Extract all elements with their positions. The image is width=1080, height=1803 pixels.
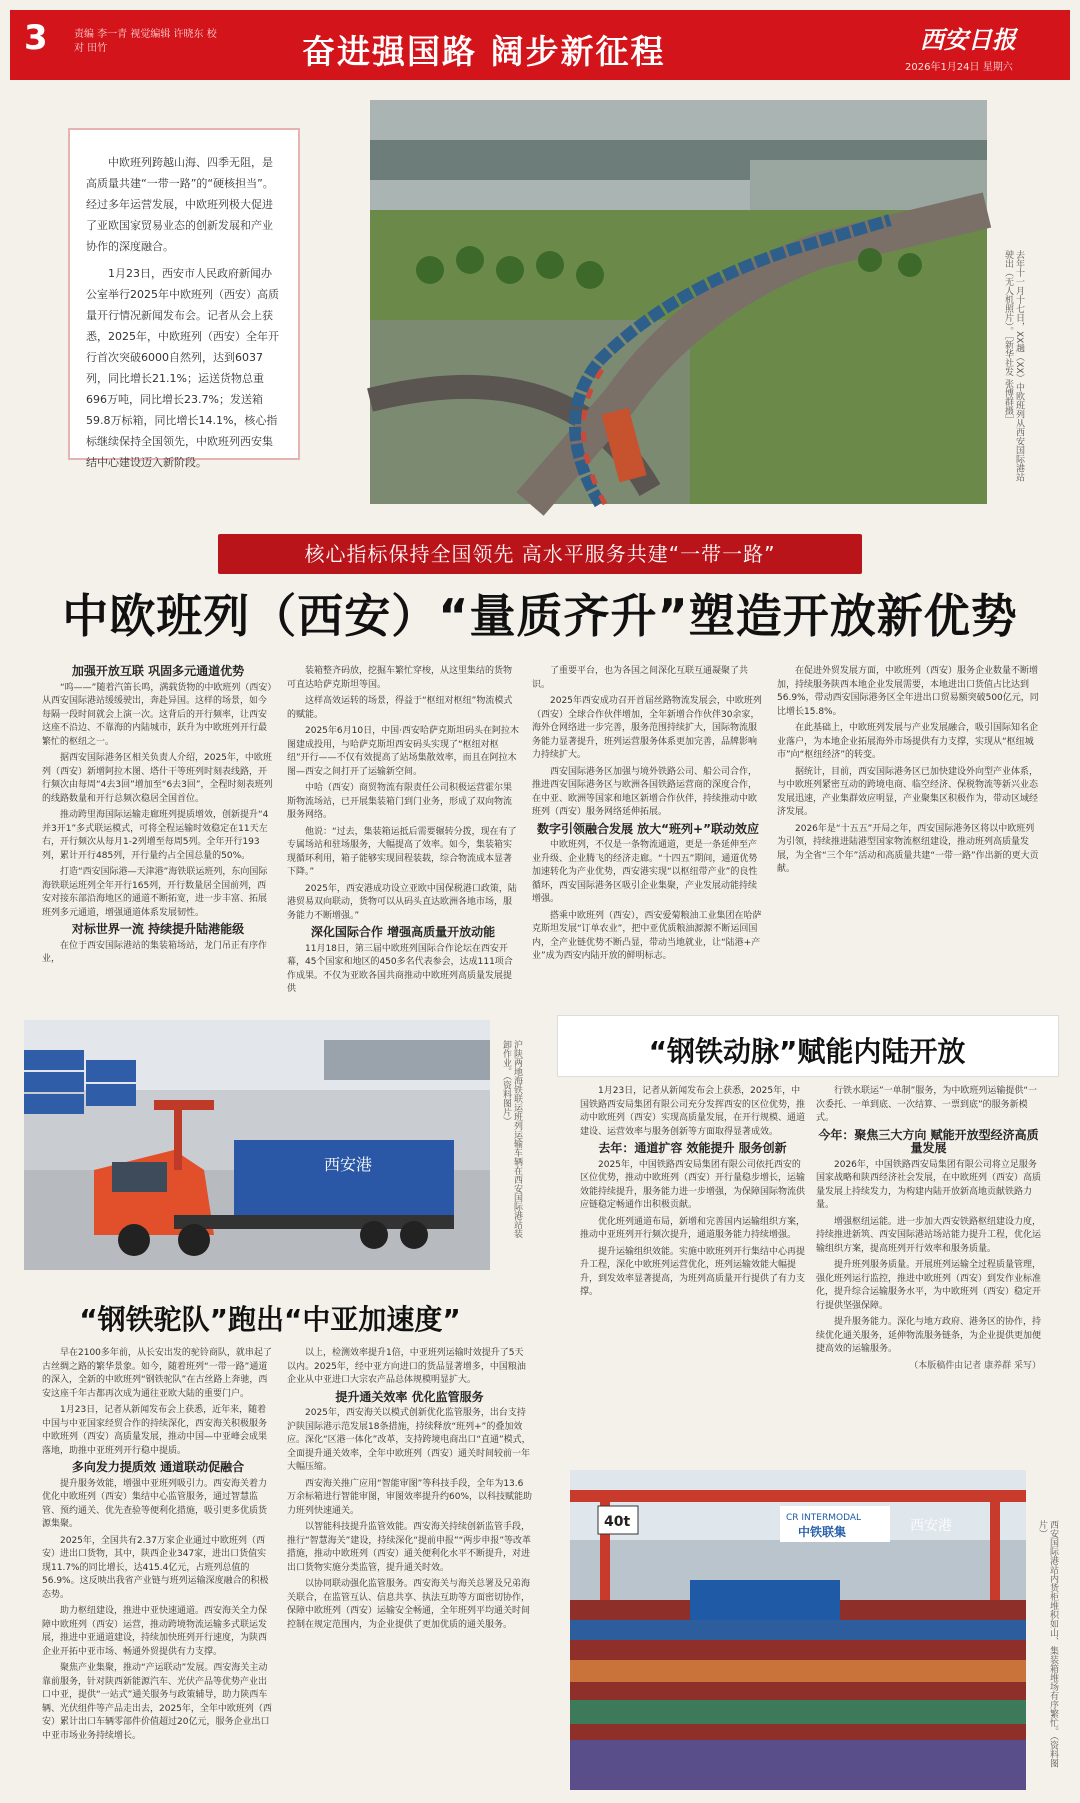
paragraph: 搭乘中欧班列（西安），西安爱菊粮油工业集团在哈萨克斯坦发展“订单农业”，把中亚优质粮油源源不断运回国内，全产业链优势不断凸显，带动当地就业，让“陆港+产业”成为西安内陆开放的鲜明标志。 <box>532 910 762 961</box>
cr-intermodal-sign: CR INTERMODAL <box>786 1513 862 1523</box>
paragraph: 优化班列通道布局，新增和完善国内运输组织方案，推动中亚班列开行频次提升，通道服务能力持续增强。 <box>580 1216 806 1240</box>
kicker-headline: 核心指标保持全国领先 高水平服务共建“一带一路” <box>218 534 862 574</box>
paragraph: 西安国际港务区加强与境外铁路公司、船公司合作，推进西安国际港务区与欧洲各国铁路运营商的深度合作，在中亚、欧洲等国家和地区新增合作伙伴，持续推动中欧班列（西安）服务网络延伸拓展。 <box>532 766 758 817</box>
paragraph: 2025年，西安港成功设立亚欧中国保税港口政策，陆港贸易双向联动，货物可以从码头直达欧洲各地市场，服务能力不断增强。” <box>287 883 517 921</box>
left-article-column-1 <box>42 1347 274 1797</box>
subheading: 加强开放互联 巩固多元通道优势 <box>71 664 245 678</box>
main-headline: 中欧班列（西安）“量质齐升”塑造开放新优势 <box>62 589 1018 643</box>
paragraph: 中欧班列，不仅是一条物流通道，更是一条延伸至产业升级、企业腾飞的经济走廊。“十四五”期间，通道优势加速转化为产业优势，西安港实现“以枢纽带产业”的良性循环，西安国际港务区吸引企业集聚，产业发展动能持续增强。 <box>532 840 758 904</box>
page-number: 3 <box>24 18 48 58</box>
paragraph: 打造“西安国际港—天津港”海铁联运班列，东向国际海铁联运班列全年开行165列，开行数量居全国前列，西安对接东部沿海地区的通道不断拓宽，进一步丰富、拓展班列多元通道，增强通道体系发展韧性。 <box>42 867 268 918</box>
section-banner: 奋进强国路 阔步新征程 <box>302 32 666 71</box>
paragraph: 早在2100多年前，从长安出发的驼铃商队，就串起了古丝绸之路的繁华景象。如今，随着班列“一带一路”通道的深入，全新的中欧班列“钢铁驼队”在古丝路上奔驰，西安这座千年古都再次成为通往亚欧大陆的重要门户。 <box>42 1348 272 1399</box>
paragraph: 2025年，西安海关以模式创新优化监管服务，出台支持沪陕国际港示范发展18条措施，持续释放“班列+”的叠加效应。深化“区港一体化”改革，支持跨境电商出口“直通”模式，全面提升通关效率，全年中欧班列（西安）通关时间较前一年大幅压缩。 <box>287 1408 531 1472</box>
paragraph: 这样高效运转的场景，得益于“枢纽对枢纽”物流模式的赋能。 <box>287 696 513 720</box>
top-photo-caption: 去年十一月十七日，XX趟（XX）中欧班列从西安国际港站驶出（无人机照片）。［新华社发 张博群摄］ <box>1003 250 1024 482</box>
subheading: 对标世界一流 持续提升陆港能级 <box>71 922 245 936</box>
paragraph: 中哈（西安）商贸物流有限责任公司积极运营霍尔果斯物流场站，已开展集装箱门到门业务，形成了双向物流服务网络。 <box>287 783 513 820</box>
page-header <box>10 10 1070 80</box>
main-column-3 <box>532 665 764 975</box>
paragraph: 以协同联动强化监管服务。西安海关与海关总署及兄弟海关联合，在监管互认、信息共享、执法互助等方面密切协作，保障中欧班列（西安）运输安全畅通，全年班列平均通关时间控制在规定范围内，为企业提供了更加优质的通关服务。 <box>287 1579 531 1630</box>
paragraph: 2025年，全国共有2.37万家企业通过中欧班列（西安）进出口货物，其中，陕西企业347家，进出口货值实现11.7%的同比增长，达415.4亿元，占班列总值的56.9%。这反映出我省产业链与班列运输深度融合的积极态势。 <box>42 1535 269 1600</box>
paragraph: 聚焦产业集聚，推动“产运联动”发展。西安海关主动靠前服务，针对陕西新能源汽车、光伏产品等优势产业出口中亚，提供“一站式”通关服务与政策辅导，助力陕西车辆、光伏组件等产品走出去，2025年，全年中欧班列（西安）累计出口车辆零部件价值超过20亿元，服务企业出口中亚市场业务持续增长。 <box>42 1663 272 1741</box>
crane-capacity-sign: 40t <box>604 1514 631 1530</box>
paragraph: 据统计，目前，西安国际港务区已加快建设外向型产业体系，与中欧班列紧密互动的跨境电商、临空经济、保税物流等新兴业态发展迅速，产业集群效应明显，产业聚集区积极作为，带动区域经济发展。 <box>777 766 1039 817</box>
paragraph: 在促进外贸发展方面，中欧班列（西安）服务企业数量不断增加，持续服务陕西本地企业发展需要，本地进出口货值占比达到56.9%，带动西安国际港务区全年进出口贸易额突破500亿元，同比增长15.8%。 <box>777 666 1039 717</box>
editor-credits: 责编 李一青 视觉编辑 许晓东 校对 田竹 <box>74 29 217 54</box>
right-photo-caption: 西安国际港站内货柜堆积如山、集装箱堆场有序繁忙。（资料图片） <box>1037 1520 1058 1768</box>
paragraph: 装箱整齐码放，挖掘车繁忙穿梭，从这里集结的货物可直达哈萨克斯坦等国。 <box>287 666 513 690</box>
paragraph: 提升服务能力。深化与地方政府、港务区的协作，持续优化通关服务，延伸物流服务链条，为企业提供更加便捷高效的运输服务。 <box>816 1317 1042 1354</box>
paragraph: 2026年是“十五五”开局之年，西安国际港务区将以中欧班列为引领，持续推进陆港型国家物流枢纽建设，推动班列高质量发展，为全省“三个年”活动和高质量共建“一带一路”作出新的更大贡献。 <box>777 823 1039 874</box>
newspaper-logo: 西安日报 <box>920 25 1016 54</box>
main-column-1 <box>42 665 274 975</box>
paragraph: 以上，检测效率提升1倍，中亚班列运输时效提升了5天以内。2025年，经中亚方向进口的货品显著增多，中国粮油企业从中亚进口大宗农产品总体规模明显扩大。 <box>287 1348 526 1385</box>
paragraph: 2025年6月10日，中国·西安哈萨克斯坦码头在阿拉木图建成投用，与哈萨克斯坦西安码头实现了“枢纽对枢纽”开行——不仅有效提高了站场集散效率，而且在阿拉木图—西安之间打开了运输新空间。 <box>287 726 519 777</box>
reporter-credit: （本版稿件由记者 康养群 采写） <box>909 1360 1041 1371</box>
paragraph: 行铁水联运”一单制”服务，为中欧班列运输提供“一次委托、一单到底、一次结算、一票到底”的服务新模式。 <box>816 1086 1037 1123</box>
paragraph: 提升服务效能，增强中亚班列吸引力。西安海关着力优化中欧班列（西安）集结中心监管服务，通过智慧监管、预约通关、优先查验等便利化措施，吸引更多优质货源集聚。 <box>42 1478 268 1529</box>
paragraph: 2025年西安成功召开首届丝路物流发展会，中欧班列（西安）全球合作伙伴增加，全年新增合作伙伴30余家，海外仓网络进一步完善，服务范围持续扩大，国际物流服务能力显著提升，班列运营服务体系更加完善，品牌影响力持续扩大。 <box>532 696 762 760</box>
subheading: 多向发力提质效 通道联动促融合 <box>71 1460 245 1474</box>
issue-date: 2026年1月24日 星期六 <box>905 62 1013 73</box>
paragraph: 西安海关推广应用“智能审图”等科技手段，全年为13.6万余标箱进行智能审图，审图效率提升约60%，以科技赋能助力班列快速通关。 <box>287 1478 533 1516</box>
paragraph: 11月18日，第三届中欧班列国际合作论坛在西安开幕，45个国家和地区的450多名代表参会，达成111项合作成果。不仅为亚欧各国共商推动中欧班列高质量发展提供 <box>287 943 513 994</box>
subheading: 深化国际合作 增强高质量开放动能 <box>310 925 496 939</box>
subheading: 提升通关效率 优化监管服务 <box>335 1389 484 1404</box>
container-yard-photo <box>570 1470 1026 1790</box>
paragraph: 他说：“过去，集装箱运抵后需要辗转分拨，现在有了专属场站和驻场服务，大幅提高了效率。如今，集装箱实现循环利用，箱子能够实现回程装载，综合物流成本显著下降。” <box>287 826 517 877</box>
right-article-column-1 <box>580 1085 805 1455</box>
left-article-title: “钢铁驼队”跑出“中亚加速度” <box>79 1303 461 1336</box>
right-article-title: “钢铁动脉”赋能内陆开放 <box>648 1035 966 1068</box>
lead-summary-box <box>68 128 300 469</box>
left-article-column-2 <box>287 1347 532 1797</box>
paragraph: 以智能科技提升监管效能。西安海关持续创新监管手段，推行“智慧海关”建设，持续深化“提前申报”“两步申报”等改革措施，推动中欧班列（西安）通关便利化水平不断提升，对进出口货物实施分类监管，提升通关时效。 <box>287 1522 531 1573</box>
truck-container-photo <box>24 1020 490 1270</box>
subheading: 去年：通道扩容 效能提升 服务创新 <box>598 1141 787 1155</box>
paragraph: 提升运输组织效能。实施中欧班列开行集结中心再提升工程，深化中欧班列运营优化，班列运输效能大幅提升，到发效率显著提高，为班列高质量开行提供了有力支撑。 <box>580 1246 806 1297</box>
paragraph: 在此基础上，中欧班列发展与产业发展融合，吸引国际知名企业落户，为本地企业拓展海外市场提供有力支撑，实现从“枢纽城市”向“枢纽经济”的转变。 <box>777 723 1039 760</box>
subheading: 数字引领融合发展 放大“班列+”联动效应 <box>536 821 759 836</box>
left-photo-caption: 沪陕两地海铁联运班列运输车辆在西安国际港站装卸作业。（资料图片） <box>501 1040 522 1238</box>
container-logo-text: 西安港 <box>324 1155 373 1174</box>
paragraph: 了重要平台，也为各国之间深化互联互通凝聚了共识。 <box>532 666 749 690</box>
paragraph: 2026年，中国铁路西安局集团有限公司将立足服务国家战略和陕西经济社会发展，在中欧班列（西安）高质量发展上持续发力，为构建内陆开放新高地贡献铁路力量。 <box>816 1159 1042 1210</box>
paragraph: 1月23日，记者从新闻发布会上获悉，近年来，随着中国与中亚国家经贸合作的持续深化，西安海关积极服务中欧班列（西安）高质量发展，推动中国—中亚峰会成果落地，助推中亚班列开行稳中提质。 <box>42 1405 268 1456</box>
paragraph: 增强枢纽运能。进一步加大西安铁路枢纽建设力度，持续推进新筑、西安国际港站场站能力提升工程，优化运输组织方案，提高班列开行效率和服务质量。 <box>816 1216 1042 1254</box>
paragraph: 推动跨里海国际运输走廊班列提质增效，创新提升“4并3开1”多式联运模式，可将全程运输时效稳定在11天左右，开行频次从每月1-2列增至每周5列。全年开行193列，累计开行485列，开行量约占全国总量的50%。 <box>42 810 269 861</box>
crct-sign: 中铁联集 <box>798 1525 847 1539</box>
xian-port-sign: 西安港 <box>910 1518 952 1534</box>
lead-paragraph: 1月23日，西安市人民政府新闻办公室举行2025年中欧班列（西安）高质量开行情况新闻发布会。记者从会上获悉，2025年，中欧班列（西安）全年开行首次突破6000自然列，达到6037列，同比增长21.1%；运送货物总重696万吨，同比增长23.7%；发送箱59.8万标箱，同比增长14.1%，核心指标继续保持全国领先，中欧班列西安集结中心建设迈入新阶段。 <box>86 267 279 469</box>
paragraph: 助力枢纽建设，推进中亚快速通道。西安海关全力保障中欧班列（西安）运营，推动跨境物流运输多式联运发展，推进中亚通道建设，持续加快班列开行速度，为陕西企业开拓中亚市场、畅通外贸提供有力支撑。 <box>42 1606 268 1657</box>
paragraph: 据西安国际港务区相关负责人介绍，2025年，中欧班列（西安）新增阿拉木图、塔什干等班列时刻表线路，开行频次由每周“4去3回”增加至“6去3回”，全程时刻表班列的线路数量和开行总频次稳居全国首位。 <box>42 753 273 804</box>
paragraph: 2025年，中国铁路西安局集团有限公司依托西安的区位优势，推动中欧班列（西安）开行量稳步增长，运输效能持续提升，服务能力进一步增强，为保障国际物流供应链稳定畅通作出积极贡献。 <box>580 1159 806 1210</box>
paragraph: “呜——”随着汽笛长鸣，满载货物的中欧班列（西安）从西安国际港站缓缓驶出，奔赴异国。这样的场景，如今每隔一段时间就会上演一次。这背后的开行频率，让西安这座不沿边、不靠海的内陆城市，跃升为中欧班列开行最繁忙的枢纽之一。 <box>42 682 272 747</box>
right-article-column-2 <box>816 1085 1041 1455</box>
train-aerial-photo <box>370 100 987 504</box>
main-column-2 <box>287 665 519 994</box>
subheading: 今年：聚焦三大方向 赋能开放型经济高质量发展 <box>818 1127 1039 1155</box>
paragraph: 在位于西安国际港站的集装箱场站，龙门吊正有序作业， <box>42 940 268 964</box>
paragraph: 1月23日，记者从新闻发布会上获悉，2025年，中国铁路西安局集团有限公司充分发挥西安的区位优势，推动中欧班列（西安）实现高质量发展，在开行规模、通道建设、运营效率与服务创新等方面取得显著成效。 <box>580 1086 806 1137</box>
paragraph: 提升班列服务质量。开展班列运输全过程质量管理，强化班列运行监控，推进中欧班列（西安）到发作业标准化，提升综合运输服务水平，为中欧班列（西安）稳定开行提供坚强保障。 <box>816 1260 1042 1311</box>
main-column-4 <box>777 665 1039 975</box>
lead-paragraph: 中欧班列跨越山海、四季无阻，是高质量共建“一带一路”的“硬核担当”。经过多年运营发展，中欧班列极大促进了亚欧国家贸易业态的创新发展和产业协作的深度融合。 <box>86 156 274 253</box>
